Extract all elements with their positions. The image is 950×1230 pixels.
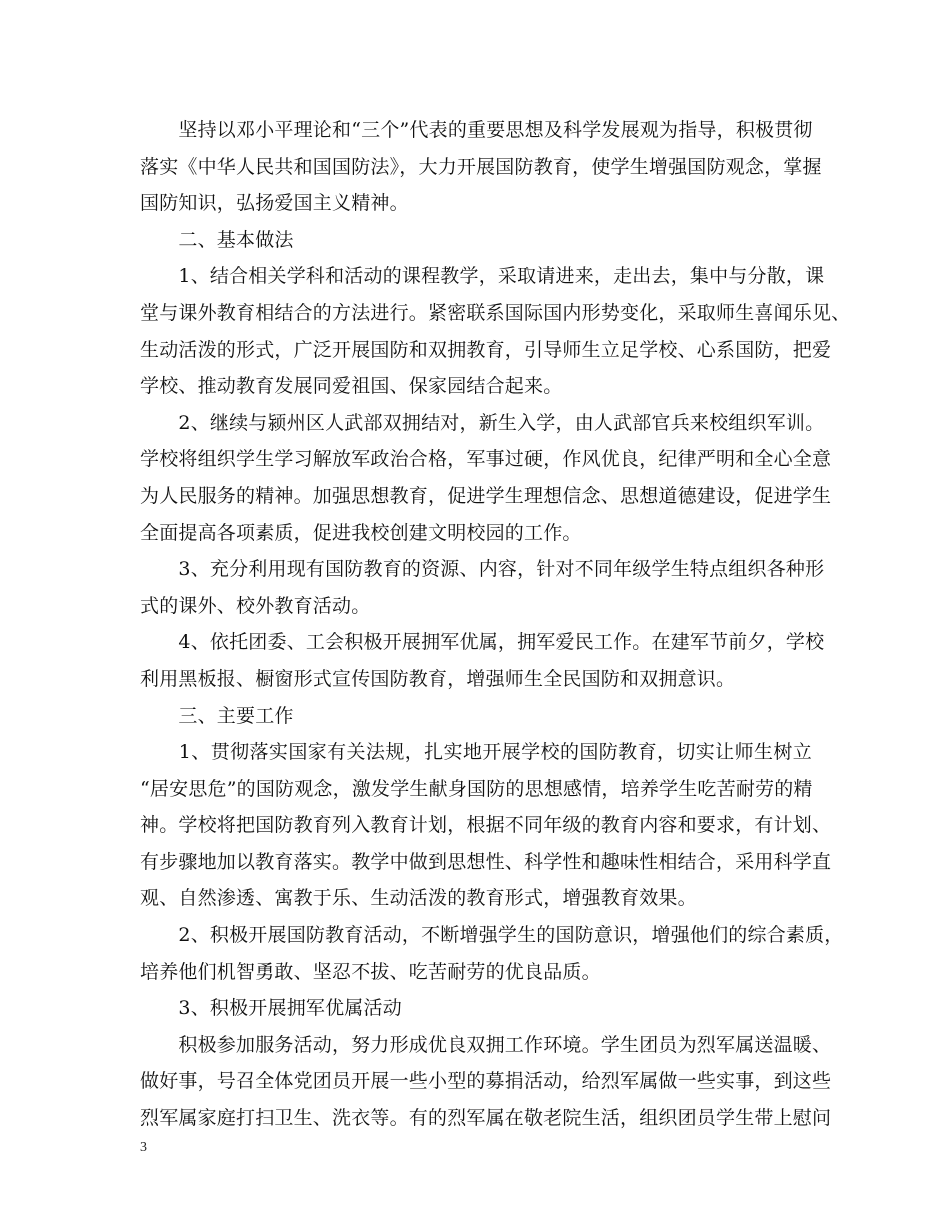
paragraph-service-activities (140, 1027, 832, 1137)
text-line: 学校、推动教育发展同爱祖国、保家园结合起来。 (140, 375, 563, 398)
section-heading-basic-methods (140, 222, 812, 259)
text-line: 神。学校将把国防教育列入教育计划，根据不同年级的教育内容和要求，有计划、 (140, 814, 832, 837)
text-line: 生动活泼的形式，广泛开展国防和双拥教育，引导师生立足学校、心系国防，把爱 (140, 338, 832, 361)
text-line: 1、结合相关学科和活动的课程教学，采取请进来，走出去，集中与分散，课 (140, 265, 825, 288)
text-line: 落实《中华人民共和国国防法》，大力开展国防教育，使学生增强国防观念，掌握 (140, 155, 822, 178)
text-line: 做好事，号召全体党团员开展一些小型的募捐活动，给烈军属做一些实事，到这些 (140, 1070, 832, 1093)
text-line: 学校将组织学生学习解放军政治合格，军事过硬，作风优良，纪律严明和全心全意 (140, 448, 832, 471)
text-line: 积极参加服务活动，努力形成优良双拥工作环境。学生团员为烈军属送温暖、 (140, 1033, 832, 1056)
text-line: 全面提高各项素质，促进我校创建文明校园的工作。 (140, 521, 582, 544)
text-line: “居安思危”的国防观念，激发学生献身国防的思想感情，培养学生吃苦耐劳的精 (140, 777, 813, 800)
paragraph-work-3-heading (140, 990, 812, 1027)
text-line: 2、继续与颍州区人武部双拥结对，新生入学，由人武部官兵来校组织军训。 (140, 411, 825, 434)
text-line: 国防知识，弘扬爱国主义精神。 (140, 192, 409, 215)
paragraph-method-3 (140, 551, 825, 624)
text-line: 2、积极开展国防教育活动，不断增强学生的国防意识，增强他们的综合素质， (140, 924, 844, 947)
text-line: 二、基本做法 (140, 228, 294, 251)
text-line: 为人民服务的精神。加强思想教育，促进学生理想信念、思想道德建设，促进学生 (140, 484, 832, 507)
text-line: 式的课外、校外教育活动。 (140, 594, 371, 617)
text-line: 4、依托团委、工会积极开展拥军优属，拥军爱民工作。在建军节前夕，学校 (140, 631, 825, 654)
text-line: 堂与课外教育相结合的方法进行。紧密联系国际国内形势变化，采取师生喜闻乐见、 (140, 301, 851, 324)
paragraph-work-2 (140, 917, 844, 990)
text-line: 3、积极开展拥军优属活动 (140, 997, 402, 1020)
paragraph-method-1 (140, 258, 851, 404)
paragraph-work-1 (140, 734, 832, 917)
text-line: 观、自然渗透、寓教于乐、生动活泼的教育形式，增强教育效果。 (140, 887, 697, 910)
paragraph-method-4 (140, 624, 825, 697)
paragraph-guiding-principle (140, 112, 822, 222)
text-line: 烈军属家庭打扫卫生、洗衣等。有的烈军属在敬老院生活，组织团员学生带上慰问 (140, 1107, 832, 1130)
paragraph-method-2 (140, 405, 832, 551)
text-line: 3、充分利用现有国防教育的资源、内容，针对不同年级学生特点组织各种形 (140, 558, 825, 581)
document-body (140, 112, 851, 1137)
section-heading-main-work (140, 698, 812, 735)
text-line: 1、贯彻落实国家有关法规，扎实地开展学校的国防教育，切实让师生树立 (140, 741, 812, 764)
page-number: 3 (140, 1140, 147, 1155)
text-line: 有步骤地加以教育落实。教学中做到思想性、科学性和趣味性相结合，采用科学直 (140, 850, 832, 873)
text-line: 三、主要工作 (140, 704, 294, 727)
text-line: 培养他们机智勇敢、坚忍不拔、吃苦耐劳的优良品质。 (140, 960, 601, 983)
text-line: 坚持以邓小平理论和“三个”代表的重要思想及科学发展观为指导，积极贯彻 (140, 119, 813, 141)
text-line: 利用黑板报、橱窗形式宣传国防教育，增强师生全民国防和双拥意识。 (140, 667, 736, 690)
